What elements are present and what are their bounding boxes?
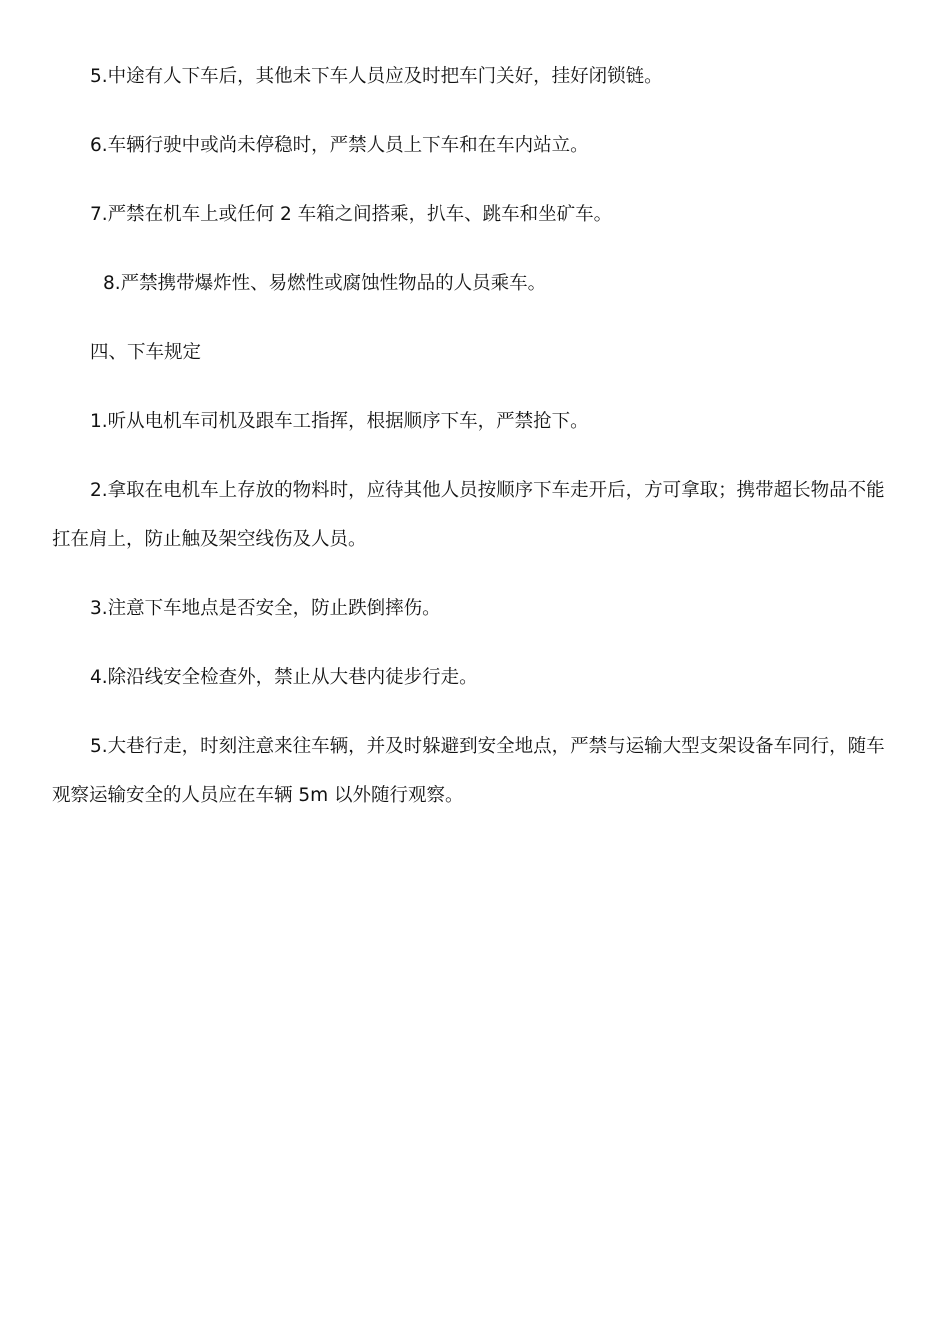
rule-paragraph-1-follow-instructions: 1.听从电机车司机及跟车工指挥，根据顺序下车，严禁抢下。: [90, 411, 589, 432]
rule-paragraph-7-no-riding-between-cars: 7.严禁在机车上或任何 2 车箱之间搭乘，扒车、跳车和坐矿车。: [90, 204, 613, 225]
rule-paragraph-8-no-hazardous-goods: 8.严禁携带爆炸性、易燃性或腐蚀性物品的人员乘车。: [103, 273, 547, 294]
rule-paragraph-2-taking-materials: 2.拿取在电机车上存放的物料时，应待其他人员按顺序下车走开后，方可拿取；携带超长物品不能扛在肩上，防止触及架空线伤及人员。: [52, 480, 885, 550]
rule-paragraph-6-no-standing: 6.车辆行驶中或尚未停稳时，严禁人员上下车和在车内站立。: [90, 135, 589, 156]
rule-paragraph-3-check-location: 3.注意下车地点是否安全，防止跌倒摔伤。: [90, 598, 441, 619]
rule-paragraph-5-roadway-walking: 5.大巷行走，时刻注意来往车辆，并及时躲避到安全地点，严禁与运输大型支架设备车同行，随车观察运输安全的人员应在车辆 5m 以外随行观察。: [52, 736, 885, 806]
rule-paragraph-4-no-walking: 4.除沿线安全检查外，禁止从大巷内徒步行走。: [90, 667, 478, 688]
rule-paragraph-5-close-door: 5.中途有人下车后，其他未下车人员应及时把车门关好，挂好闭锁链。: [90, 66, 663, 87]
section-heading-alighting-rules: 四、下车规定: [90, 342, 202, 363]
